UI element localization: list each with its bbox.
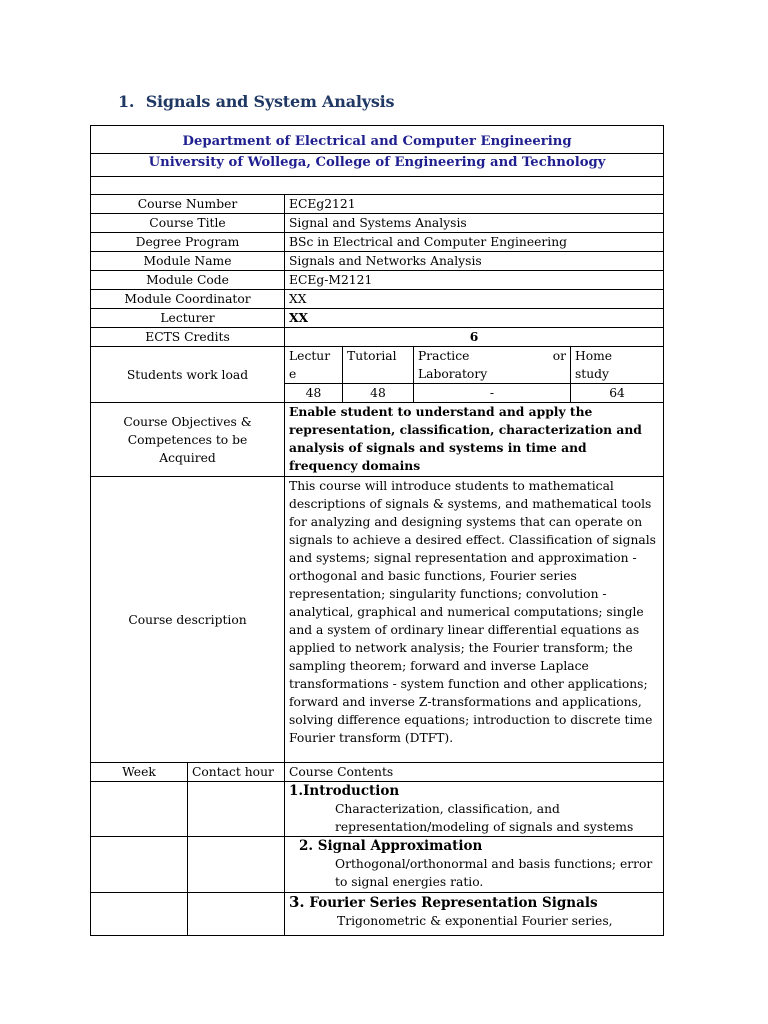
week-header: Week (91, 763, 188, 782)
practice-line1a: Practice (418, 349, 470, 363)
objectives-label (91, 403, 285, 477)
topic-title-row (289, 893, 659, 912)
topic-signal-approximation (285, 837, 664, 893)
ects-credits-value: 6 (285, 328, 664, 347)
description-text: This course will introduce students to mathematical descriptions of signals & systems, and mathematical tools for analyzing and designing systems that can operate on signals to achieve a desired effect. Classification of signals and systems; signal representation and approximation - orthogonal and basic functions, Fourier series representation; singularity functions; convolution - analytical, graphical and numerical computations; single and a system of ordinary linear differential equations as applied to network analysis; the Fourier transform; the sampling theorem; forward and inverse Laplace transformations - system function and other applications; forward and inverse Z-transformations and applications, solving difference equations; introduction to discrete time Fourier transform (DTFT). (285, 477, 664, 763)
tutorial-hours: 48 (343, 384, 414, 403)
practice-line2: Laboratory (418, 367, 488, 381)
lecturer-value: XX (285, 309, 664, 328)
course-number-value: ECEg2121 (285, 195, 664, 214)
workload-lecture-header (285, 347, 343, 384)
home-line2: study (575, 367, 609, 381)
university-header: University of Wollega, College of Engineering and Technology (91, 154, 664, 177)
home-line1: Home (575, 349, 613, 363)
workload-practice-header (414, 347, 571, 384)
blank-row (91, 177, 664, 195)
course-contents-header: Course Contents (285, 763, 664, 782)
section-number: 1. (118, 92, 135, 111)
degree-program-label: Degree Program (91, 233, 285, 252)
lecture-line2: e (289, 367, 297, 381)
section-heading (118, 92, 394, 111)
objectives-label-line1: Course Objectives & (123, 414, 252, 429)
week-cell (91, 837, 188, 893)
lecture-line1: Lectur (289, 349, 331, 363)
week-cell (91, 782, 188, 837)
contact-hour-cell (188, 837, 285, 893)
module-name-value: Signals and Networks Analysis (285, 252, 664, 271)
topic-number: 3. (289, 893, 305, 911)
contact-hour-header: Contact hour (188, 763, 285, 782)
workload-home-header (571, 347, 664, 384)
contact-hour-cell (188, 893, 285, 936)
workload-label: Students work load (91, 347, 285, 403)
department-header: Department of Electrical and Computer Engineering (91, 126, 664, 154)
degree-program-value: BSc in Electrical and Computer Engineering (285, 233, 664, 252)
topic-detail: Characterization, classification, and representation/modeling of signals and systems (335, 802, 634, 834)
practice-hours: - (414, 384, 571, 403)
topic-introduction (285, 782, 664, 837)
course-title-value: Signal and Systems Analysis (285, 214, 664, 233)
week-cell (91, 893, 188, 936)
module-coordinator-value: XX (285, 290, 664, 309)
module-code-value: ECEg-M2121 (285, 271, 664, 290)
course-table (90, 125, 664, 936)
objectives-text: Enable student to understand and apply the representation, classification, characterization and analysis of signals and systems in time and frequency domains (285, 403, 664, 477)
lecture-hours: 48 (285, 384, 343, 403)
module-name-label: Module Name (91, 252, 285, 271)
home-study-hours: 64 (571, 384, 664, 403)
module-code-label: Module Code (91, 271, 285, 290)
description-label: Course description (91, 477, 285, 763)
lecturer-label: Lecturer (91, 309, 285, 328)
objectives-label-line2: Competences to be (127, 432, 248, 447)
topic-title: 1.Introduction (289, 783, 400, 799)
topic-fourier-series (285, 893, 664, 936)
module-coordinator-label: Module Coordinator (91, 290, 285, 309)
workload-tutorial-header: Tutorial (343, 347, 414, 384)
topic-title: 2. Signal Approximation (299, 838, 483, 854)
contact-hour-cell (188, 782, 285, 837)
section-title: Signals and System Analysis (145, 92, 395, 111)
topic-title: Fourier Series Representation Signals (309, 895, 598, 911)
objectives-label-line3: Acquired (159, 450, 216, 465)
practice-line1b: or (552, 349, 566, 363)
ects-credits-label: ECTS Credits (91, 328, 285, 347)
topic-detail: Orthogonal/orthonormal and basis functions; error to signal energies ratio. (335, 857, 653, 889)
course-title-label: Course Title (91, 214, 285, 233)
topic-detail: Trigonometric & exponential Fourier series, (337, 914, 613, 928)
course-number-label: Course Number (91, 195, 285, 214)
